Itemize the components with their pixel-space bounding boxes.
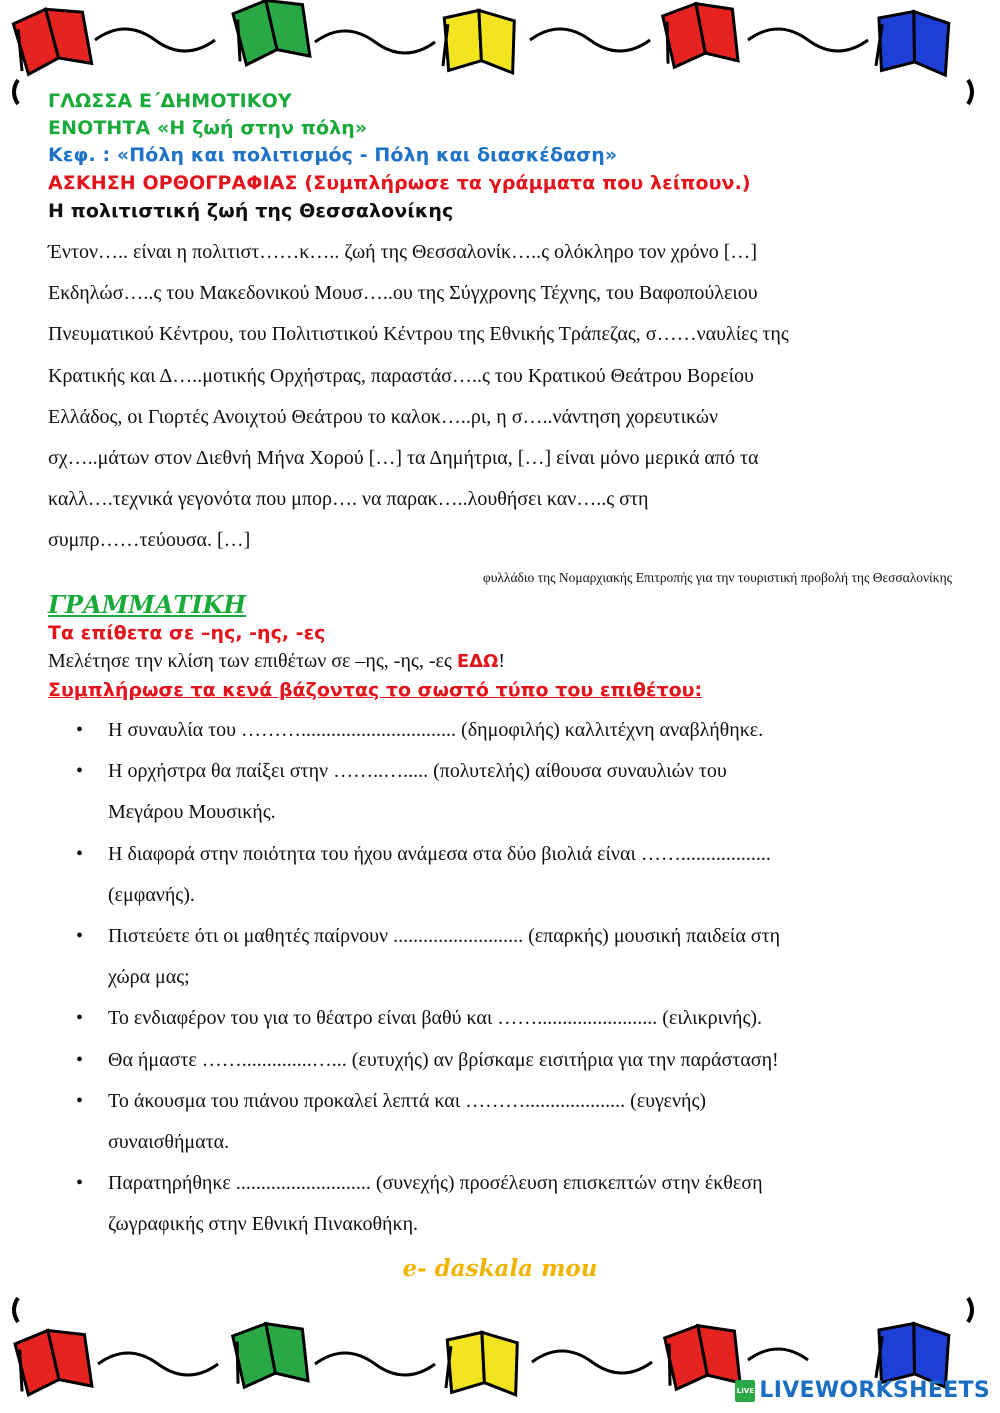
- list-item: [48, 751, 948, 833]
- liveworksheets-text: LIVEWORKSHEETS: [759, 1378, 990, 1403]
- list-item: [48, 916, 948, 998]
- book-red-icon: [662, 1, 738, 68]
- book-red-icon: [12, 4, 92, 75]
- passage-line: Κρατικής και Δ…..μοτικής Ορχήστρας, παραστάσ…..ς του Κρατικού Θεάτρου Βορείου: [48, 364, 754, 387]
- list-item: [48, 710, 948, 751]
- exercise-line: ζωγραφικής στην Εθνική Πινακοθήκη.: [108, 1213, 419, 1236]
- footer-credit: e- daskala mou: [402, 1255, 598, 1282]
- list-item: [48, 1081, 948, 1163]
- passage-line: συμπρ……τεύουσα. […]: [48, 529, 251, 552]
- exercise-line: (εμφανής).: [108, 883, 195, 906]
- book-blue-icon: [874, 8, 952, 77]
- exercise-line: • Η διαφορά στην ποιότητα του ήχου ανάμεσα στα δύο βιολιά είναι ……..................: [108, 842, 771, 865]
- exercise-line: • Το ενδιαφέρον του για το θέατρο είναι βαθύ και ……........................ (ειλικρινής).: [108, 1007, 763, 1030]
- book-green-icon: [232, 1321, 308, 1388]
- study-text: Μελέτησε την κλίση των επιθέτων σε –ης, -ης, -ες: [48, 650, 457, 672]
- passage-line: Ελλάδος, οι Γιορτές Ανοιχτού Θεάτρου το καλοκ…..ρι, η σ…..νάντηση χορευτικών: [48, 405, 719, 428]
- passage-line: Πνευματικού Κέντρου, του Πολιτιστικού Κέντρου της Εθνικής Τράπεζας, σ……ναυλίες της: [48, 323, 789, 346]
- liveworksheets-badge-icon: LIVE: [735, 1380, 755, 1402]
- passage-line: καλλ….τεχνικά γεγονότα που μπορ…. να παρακ…..λουθήσει καν…..ς στη: [48, 488, 649, 511]
- study-end: !: [498, 650, 506, 672]
- book-green-icon: [232, 0, 310, 66]
- list-item: [48, 1163, 948, 1245]
- list-item: [48, 998, 948, 1039]
- exercise-line: χώρα μας;: [108, 966, 190, 989]
- exercise-line: • Το άκουσμα του πιάνου προκαλεί λεπτά και ……….................... (ευγενής): [108, 1089, 707, 1112]
- spelling-passage: [48, 232, 953, 562]
- passage-line: Έντον….. είναι η πολιτιστ……κ….. ζωή της Θεσσαλονίκ…..ς ολόκληρο τον χρόνο […]: [48, 241, 758, 263]
- passage-source: φυλλάδιο της Νομαρχιακής Επιτροπής για την τουριστική προβολή της Θεσσαλονίκης: [482, 570, 952, 585]
- grammar-title: ΓΡΑΜΜΑΤΙΚΗ: [48, 590, 247, 619]
- grammar-subtitle: Τα επίθετα σε –ης, -ης, -ες: [48, 622, 326, 644]
- exercise-line: • Η ορχήστρα θα παίξει στην ……..…..... (πολυτελής) αίθουσα συναυλιών του: [108, 760, 727, 783]
- exercise-line: Μεγάρου Μουσικής.: [108, 801, 276, 824]
- book-yellow-icon: [444, 1330, 520, 1397]
- book-red-icon: [664, 1323, 740, 1390]
- subject-title: ΓΛΩΣΣΑ Ε΄ΔΗΜΟΤΙΚΟΥ: [48, 90, 292, 112]
- exercise-line: • Η συναυλία του ………............................... (δημοφιλής) καλλιτέχνη αναβλήθηκε.: [108, 719, 764, 741]
- book-red-icon: [14, 1326, 92, 1395]
- exercise-list: [48, 710, 948, 1246]
- exercise-line: συναισθήματα.: [108, 1131, 230, 1154]
- exercise-line: • Πιστεύετε ότι οι μαθητές παίρνουν .......................... (επαρκής) μουσική παιδεία στη: [108, 925, 781, 948]
- list-item: [48, 1040, 948, 1081]
- passage-title: Η πολιτιστική ζωή της Θεσσαλονίκης: [48, 200, 454, 222]
- exercise-line: • Θα ήμαστε ……..............…... (ευτυχής) αν βρίσκαμε εισιτήρια για την παράσταση!: [108, 1048, 779, 1071]
- unit-title: ΕΝΟΤΗΤΑ «Η ζωή στην πόλη»: [48, 117, 368, 139]
- passage-line: Εκδηλώσ…..ς του Μακεδονικού Μουσ…..ου της Σύγχρονης Τέχνης, του Βαφοπούλειου: [48, 282, 758, 305]
- list-item: [48, 834, 948, 916]
- book-yellow-icon: [441, 8, 517, 75]
- study-link[interactable]: ΕΔΩ: [456, 651, 499, 672]
- fill-instruction: Συμπλήρωσε τα κενά βάζοντας το σωστό τύπο του επιθέτου:: [48, 679, 703, 701]
- study-line: [48, 650, 505, 673]
- liveworksheets-logo[interactable]: [735, 1378, 990, 1403]
- exercise-line: • Παρατηρήθηκε ........................... (συνεχής) προσέλευση επισκεπτών στην έκθεση: [108, 1172, 763, 1195]
- chapter-title: Κεφ. : «Πόλη και πολιτισμός - Πόλη και διασκέδαση»: [48, 144, 618, 166]
- passage-line: σχ…..μάτων στον Διεθνή Μήνα Χορού […] τα Δημήτρια, […] είναι μόνο μερικά από τα: [48, 447, 759, 470]
- exercise-title: ΑΣΚΗΣΗ ΟΡΘΟΓΡΑΦΙΑΣ (Συμπλήρωσε τα γράμματα που λείπουν.): [48, 172, 751, 194]
